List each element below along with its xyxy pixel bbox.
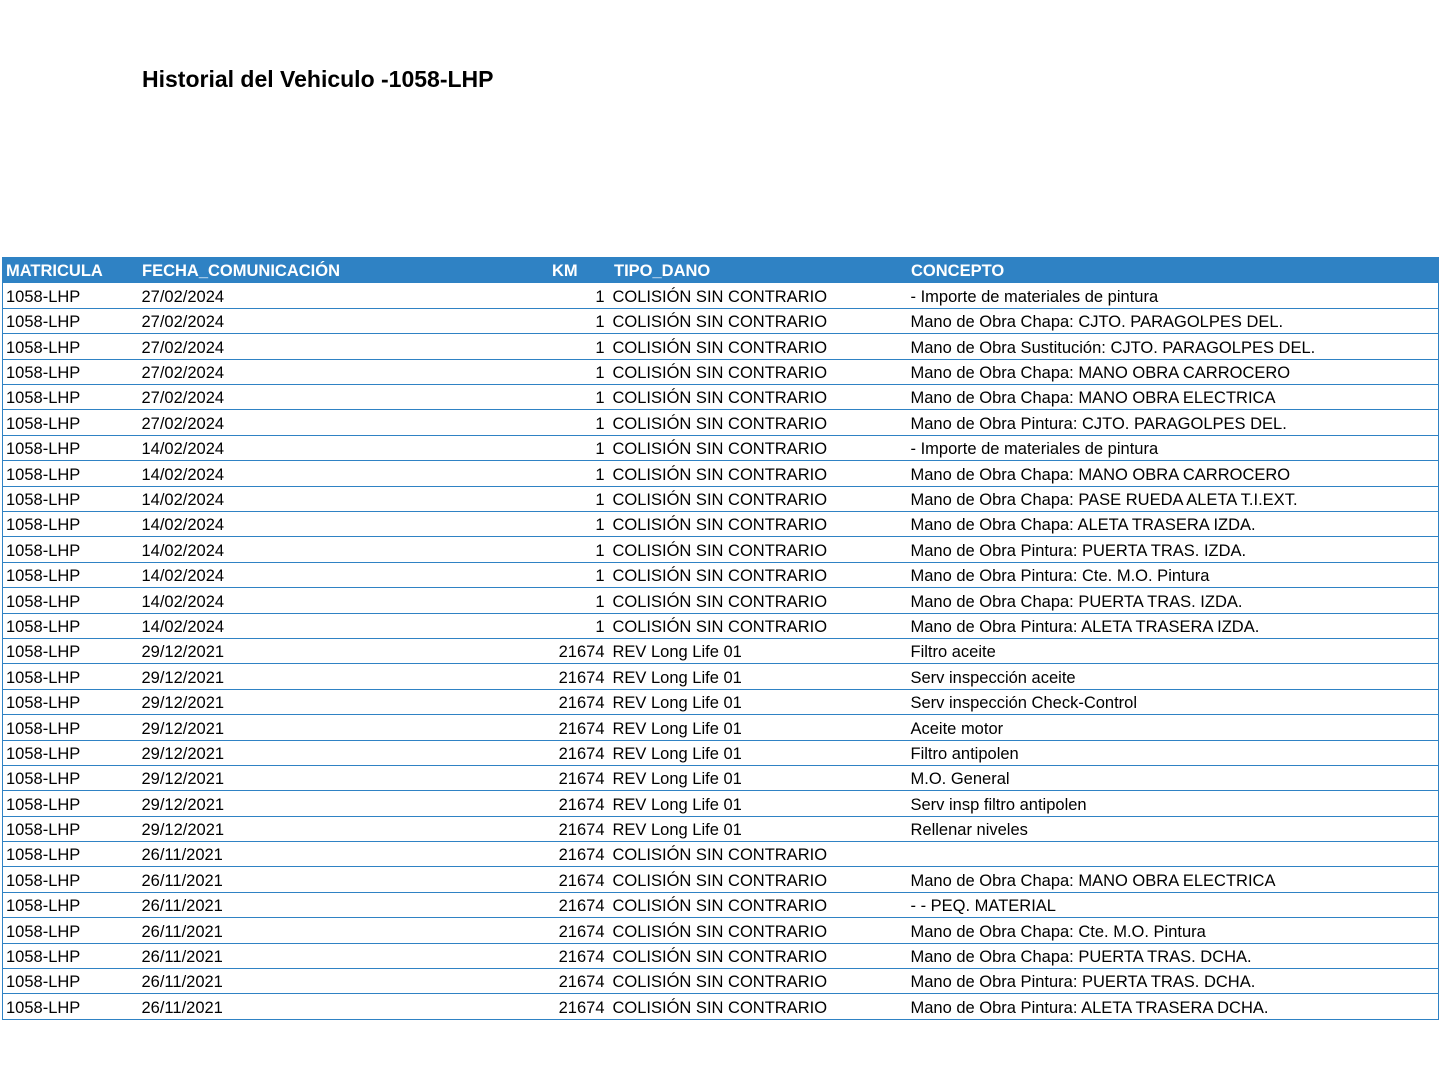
- cell-concepto: Mano de Obra Pintura: PUERTA TRAS. IZDA.: [908, 537, 1439, 562]
- cell-matricula: 1058-LHP: [3, 918, 139, 943]
- cell-matricula: 1058-LHP: [3, 613, 139, 638]
- cell-matricula: 1058-LHP: [3, 892, 139, 917]
- table-row: [3, 562, 1439, 587]
- cell-tipo: REV Long Life 01: [611, 664, 908, 689]
- cell-matricula: 1058-LHP: [3, 765, 139, 790]
- cell-tipo: COLISIÓN SIN CONTRARIO: [611, 918, 908, 943]
- cell-matricula: 1058-LHP: [3, 308, 139, 333]
- cell-fecha: 14/02/2024: [139, 613, 549, 638]
- cell-tipo: COLISIÓN SIN CONTRARIO: [611, 435, 908, 460]
- cell-concepto: [908, 842, 1439, 867]
- table-row: [3, 816, 1439, 841]
- cell-fecha: 27/02/2024: [139, 308, 549, 333]
- cell-km: 21674: [549, 867, 611, 892]
- cell-tipo: REV Long Life 01: [611, 765, 908, 790]
- cell-matricula: 1058-LHP: [3, 943, 139, 968]
- cell-concepto: Mano de Obra Pintura: CJTO. PARAGOLPES DEL.: [908, 410, 1439, 435]
- cell-km: 21674: [549, 664, 611, 689]
- cell-tipo: COLISIÓN SIN CONTRARIO: [611, 385, 908, 410]
- header-row: [3, 257, 1439, 283]
- cell-km: 21674: [549, 765, 611, 790]
- cell-fecha: 26/11/2021: [139, 994, 549, 1019]
- cell-km: 1: [549, 588, 611, 613]
- table-row: [3, 918, 1439, 943]
- cell-concepto: Mano de Obra Chapa: PASE RUEDA ALETA T.I.EXT.: [908, 486, 1439, 511]
- cell-fecha: 27/02/2024: [139, 410, 549, 435]
- cell-km: 1: [549, 385, 611, 410]
- cell-fecha: 26/11/2021: [139, 867, 549, 892]
- cell-fecha: 14/02/2024: [139, 588, 549, 613]
- cell-km: 1: [549, 461, 611, 486]
- cell-km: 21674: [549, 994, 611, 1019]
- table-row: [3, 943, 1439, 968]
- cell-tipo: COLISIÓN SIN CONTRARIO: [611, 969, 908, 994]
- cell-concepto: - Importe de materiales de pintura: [908, 283, 1439, 308]
- cell-matricula: 1058-LHP: [3, 664, 139, 689]
- table-row: [3, 283, 1439, 308]
- cell-fecha: 14/02/2024: [139, 537, 549, 562]
- cell-tipo: COLISIÓN SIN CONTRARIO: [611, 943, 908, 968]
- cell-fecha: 14/02/2024: [139, 486, 549, 511]
- header-km: KM: [549, 257, 611, 283]
- cell-km: 1: [549, 410, 611, 435]
- cell-concepto: Filtro antipolen: [908, 740, 1439, 765]
- cell-concepto: Mano de Obra Chapa: PUERTA TRAS. IZDA.: [908, 588, 1439, 613]
- table-row: [3, 359, 1439, 384]
- cell-km: 1: [549, 334, 611, 359]
- cell-matricula: 1058-LHP: [3, 486, 139, 511]
- cell-concepto: Serv inspección aceite: [908, 664, 1439, 689]
- cell-concepto: Mano de Obra Chapa: MANO OBRA CARROCERO: [908, 359, 1439, 384]
- header-concepto: CONCEPTO: [908, 257, 1439, 283]
- cell-km: 1: [549, 613, 611, 638]
- cell-fecha: 29/12/2021: [139, 740, 549, 765]
- cell-km: 21674: [549, 816, 611, 841]
- cell-fecha: 26/11/2021: [139, 918, 549, 943]
- cell-fecha: 29/12/2021: [139, 664, 549, 689]
- cell-matricula: 1058-LHP: [3, 994, 139, 1019]
- cell-fecha: 27/02/2024: [139, 334, 549, 359]
- table-row: [3, 512, 1439, 537]
- cell-fecha: 29/12/2021: [139, 689, 549, 714]
- table-row: [3, 791, 1439, 816]
- cell-fecha: 26/11/2021: [139, 943, 549, 968]
- cell-matricula: 1058-LHP: [3, 588, 139, 613]
- cell-matricula: 1058-LHP: [3, 334, 139, 359]
- cell-tipo: REV Long Life 01: [611, 689, 908, 714]
- table-row: [3, 588, 1439, 613]
- cell-matricula: 1058-LHP: [3, 359, 139, 384]
- page-title: Historial del Vehiculo -1058-LHP: [142, 66, 494, 92]
- table-row: [3, 537, 1439, 562]
- cell-fecha: 29/12/2021: [139, 816, 549, 841]
- cell-concepto: Mano de Obra Sustitución: CJTO. PARAGOLPES DEL.: [908, 334, 1439, 359]
- cell-matricula: 1058-LHP: [3, 512, 139, 537]
- cell-tipo: COLISIÓN SIN CONTRARIO: [611, 562, 908, 587]
- header-matricula: MATRICULA: [3, 257, 139, 283]
- table-row: [3, 765, 1439, 790]
- cell-fecha: 27/02/2024: [139, 283, 549, 308]
- cell-concepto: - - PEQ. MATERIAL: [908, 892, 1439, 917]
- cell-tipo: COLISIÓN SIN CONTRARIO: [611, 892, 908, 917]
- table-row: [3, 385, 1439, 410]
- cell-tipo: COLISIÓN SIN CONTRARIO: [611, 867, 908, 892]
- table-row: [3, 867, 1439, 892]
- table-row: [3, 715, 1439, 740]
- table-row: [3, 435, 1439, 460]
- table-header: [3, 257, 1439, 283]
- cell-concepto: Mano de Obra Chapa: Cte. M.O. Pintura: [908, 918, 1439, 943]
- table-row: [3, 969, 1439, 994]
- cell-km: 1: [549, 435, 611, 460]
- table-row: [3, 740, 1439, 765]
- cell-matricula: 1058-LHP: [3, 791, 139, 816]
- cell-fecha: 27/02/2024: [139, 359, 549, 384]
- cell-tipo: COLISIÓN SIN CONTRARIO: [611, 359, 908, 384]
- cell-concepto: Aceite motor: [908, 715, 1439, 740]
- table-row: [3, 892, 1439, 917]
- cell-tipo: COLISIÓN SIN CONTRARIO: [611, 512, 908, 537]
- cell-tipo: COLISIÓN SIN CONTRARIO: [611, 486, 908, 511]
- cell-matricula: 1058-LHP: [3, 461, 139, 486]
- cell-tipo: REV Long Life 01: [611, 638, 908, 663]
- cell-fecha: 27/02/2024: [139, 385, 549, 410]
- cell-fecha: 14/02/2024: [139, 562, 549, 587]
- cell-matricula: 1058-LHP: [3, 689, 139, 714]
- cell-concepto: M.O. General: [908, 765, 1439, 790]
- cell-km: 1: [549, 486, 611, 511]
- cell-concepto: Mano de Obra Pintura: ALETA TRASERA DCHA.: [908, 994, 1439, 1019]
- cell-km: 1: [549, 562, 611, 587]
- cell-km: 21674: [549, 892, 611, 917]
- table-row: [3, 308, 1439, 333]
- cell-concepto: Mano de Obra Pintura: PUERTA TRAS. DCHA.: [908, 969, 1439, 994]
- cell-tipo: COLISIÓN SIN CONTRARIO: [611, 994, 908, 1019]
- cell-fecha: 14/02/2024: [139, 435, 549, 460]
- cell-km: 21674: [549, 638, 611, 663]
- cell-tipo: REV Long Life 01: [611, 791, 908, 816]
- cell-km: 1: [549, 512, 611, 537]
- cell-km: 21674: [549, 689, 611, 714]
- cell-concepto: Serv insp filtro antipolen: [908, 791, 1439, 816]
- table-row: [3, 486, 1439, 511]
- cell-fecha: 26/11/2021: [139, 842, 549, 867]
- cell-matricula: 1058-LHP: [3, 537, 139, 562]
- table-row: [3, 842, 1439, 867]
- cell-matricula: 1058-LHP: [3, 715, 139, 740]
- table-row: [3, 994, 1439, 1019]
- cell-km: 21674: [549, 842, 611, 867]
- cell-tipo: COLISIÓN SIN CONTRARIO: [611, 334, 908, 359]
- cell-tipo: COLISIÓN SIN CONTRARIO: [611, 588, 908, 613]
- cell-tipo: COLISIÓN SIN CONTRARIO: [611, 410, 908, 435]
- cell-tipo: COLISIÓN SIN CONTRARIO: [611, 461, 908, 486]
- cell-matricula: 1058-LHP: [3, 842, 139, 867]
- table-row: [3, 461, 1439, 486]
- cell-tipo: COLISIÓN SIN CONTRARIO: [611, 613, 908, 638]
- cell-tipo: REV Long Life 01: [611, 816, 908, 841]
- cell-km: 1: [549, 308, 611, 333]
- cell-matricula: 1058-LHP: [3, 562, 139, 587]
- header-fecha: FECHA_COMUNICACIÓN: [139, 257, 549, 283]
- cell-km: 21674: [549, 715, 611, 740]
- cell-concepto: Mano de Obra Chapa: PUERTA TRAS. DCHA.: [908, 943, 1439, 968]
- cell-concepto: Filtro aceite: [908, 638, 1439, 663]
- table-row: [3, 689, 1439, 714]
- cell-matricula: 1058-LHP: [3, 740, 139, 765]
- cell-fecha: 14/02/2024: [139, 461, 549, 486]
- cell-concepto: Mano de Obra Pintura: ALETA TRASERA IZDA.: [908, 613, 1439, 638]
- cell-concepto: Serv inspección Check-Control: [908, 689, 1439, 714]
- cell-concepto: Mano de Obra Pintura: Cte. M.O. Pintura: [908, 562, 1439, 587]
- cell-fecha: 29/12/2021: [139, 638, 549, 663]
- cell-fecha: 26/11/2021: [139, 969, 549, 994]
- cell-fecha: 14/02/2024: [139, 512, 549, 537]
- cell-matricula: 1058-LHP: [3, 638, 139, 663]
- cell-matricula: 1058-LHP: [3, 969, 139, 994]
- cell-km: 1: [549, 283, 611, 308]
- cell-concepto: Mano de Obra Chapa: MANO OBRA CARROCERO: [908, 461, 1439, 486]
- cell-concepto: Mano de Obra Chapa: MANO OBRA ELECTRICA: [908, 385, 1439, 410]
- table-row: [3, 638, 1439, 663]
- cell-matricula: 1058-LHP: [3, 867, 139, 892]
- cell-km: 21674: [549, 740, 611, 765]
- cell-tipo: COLISIÓN SIN CONTRARIO: [611, 537, 908, 562]
- cell-matricula: 1058-LHP: [3, 816, 139, 841]
- table-row: [3, 613, 1439, 638]
- cell-matricula: 1058-LHP: [3, 385, 139, 410]
- cell-matricula: 1058-LHP: [3, 435, 139, 460]
- cell-fecha: 29/12/2021: [139, 791, 549, 816]
- cell-tipo: COLISIÓN SIN CONTRARIO: [611, 283, 908, 308]
- cell-km: 21674: [549, 969, 611, 994]
- cell-concepto: Mano de Obra Chapa: ALETA TRASERA IZDA.: [908, 512, 1439, 537]
- cell-km: 21674: [549, 918, 611, 943]
- cell-km: 1: [549, 537, 611, 562]
- vehicle-history-table: [2, 257, 1438, 1020]
- table-row: [3, 410, 1439, 435]
- cell-km: 1: [549, 359, 611, 384]
- history-table: [2, 257, 1439, 1020]
- cell-tipo: REV Long Life 01: [611, 740, 908, 765]
- cell-fecha: 29/12/2021: [139, 765, 549, 790]
- cell-concepto: Mano de Obra Chapa: MANO OBRA ELECTRICA: [908, 867, 1439, 892]
- cell-km: 21674: [549, 943, 611, 968]
- cell-fecha: 29/12/2021: [139, 715, 549, 740]
- table-body: [3, 283, 1439, 1019]
- cell-tipo: REV Long Life 01: [611, 715, 908, 740]
- cell-tipo: COLISIÓN SIN CONTRARIO: [611, 842, 908, 867]
- cell-concepto: Mano de Obra Chapa: CJTO. PARAGOLPES DEL.: [908, 308, 1439, 333]
- cell-concepto: Rellenar niveles: [908, 816, 1439, 841]
- cell-concepto: - Importe de materiales de pintura: [908, 435, 1439, 460]
- cell-tipo: COLISIÓN SIN CONTRARIO: [611, 308, 908, 333]
- table-row: [3, 664, 1439, 689]
- cell-matricula: 1058-LHP: [3, 410, 139, 435]
- cell-matricula: 1058-LHP: [3, 283, 139, 308]
- cell-fecha: 26/11/2021: [139, 892, 549, 917]
- table-row: [3, 334, 1439, 359]
- cell-km: 21674: [549, 791, 611, 816]
- header-tipo: TIPO_DANO: [611, 257, 908, 283]
